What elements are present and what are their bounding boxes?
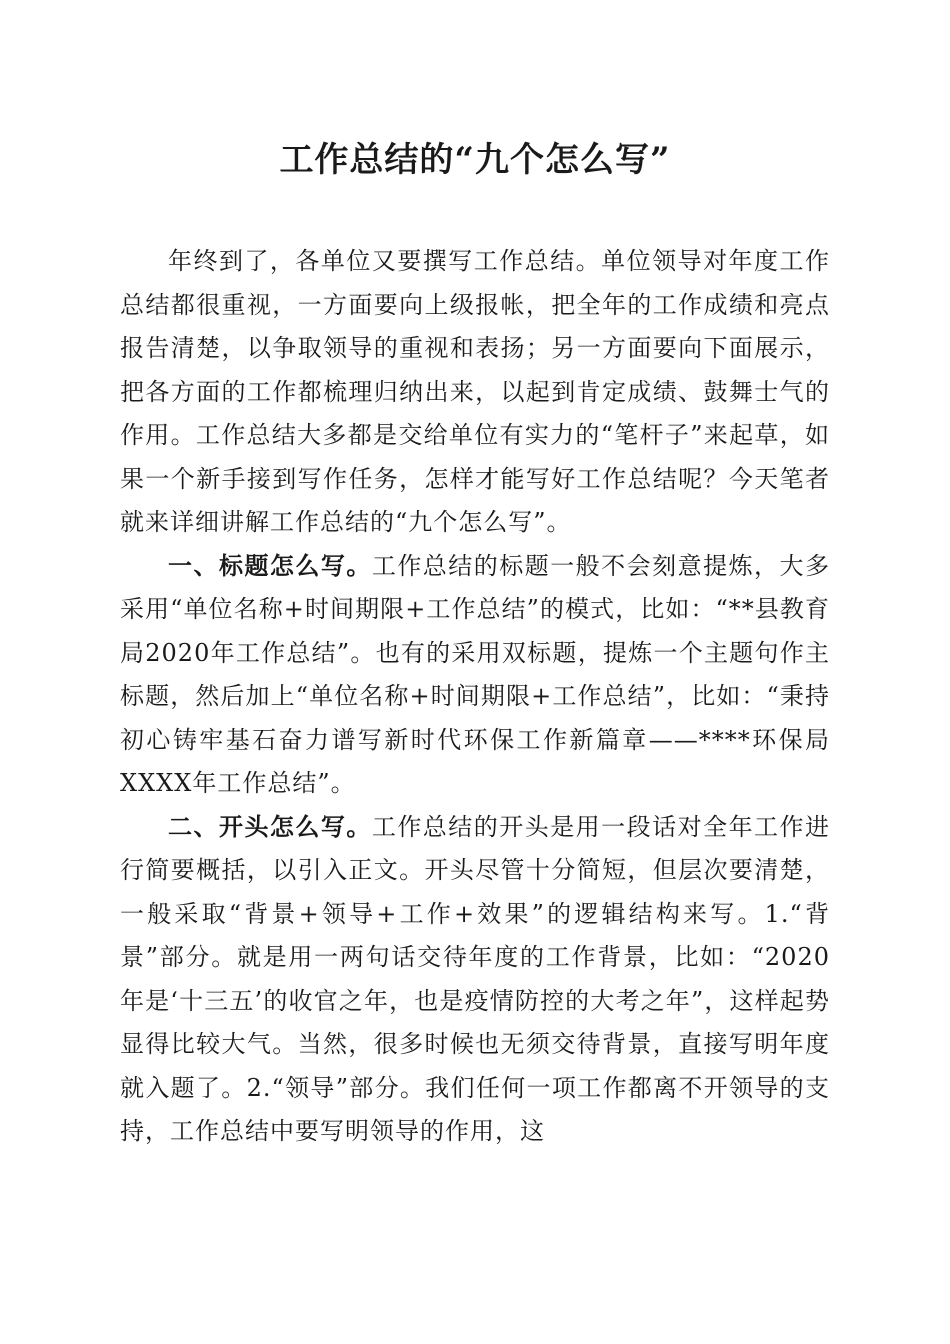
intro-paragraph: 年终到了，各单位又要撰写工作总结。单位领导对年度工作总结都很重视，一方面要向上级报帐，把全年的工作成绩和亮点报告清楚，以争取领导的重视和表扬；另一方面要向下面展示，把各方面的工作都梳理归纳出来，以起到肯定成绩、鼓舞士气的作用。工作总结大多都是交给单位有实力的“笔杆子”来起草，如果一个新手接到写作任务，怎样才能写好工作总结呢？今天笔者就来详细讲解工作总结的“九个怎么写”。: [120, 247, 830, 536]
section-heading: 一、标题怎么写。: [168, 551, 372, 580]
section-body: 工作总结的标题一般不会刻意提炼，大多采用“单位名称+时间期限+工作总结”的模式，比如：“**县教育局2020年工作总结”。也有的采用双标题，提炼一个主题句作主标题，然后加上“单位名称+时间期限+工作总结”，比如：“秉持初心铸牢基石奋力谱写新时代环保工作新篇章——****环保局XXXX年工作总结”。: [120, 551, 831, 797]
section-paragraph-title: [120, 545, 830, 806]
section-paragraph-opening: [120, 806, 830, 1154]
section-heading: 二、开头怎么写。: [168, 812, 372, 841]
section-body: 工作总结的开头是用一段话对全年工作进行简要概括，以引入正文。开头尽管十分简短，但层次要清楚，一般采取“背景+领导+工作+效果”的逻辑结构来写。1.“背景”部分。就是用一两句话交待年度的工作背景，比如：“2020年是‘十三五’的收官之年，也是疫情防控的大考之年”，这样起势显得比较大气。当然，很多时候也无须交待背景，直接写明年度就入题了。2.“领导”部分。我们任何一项工作都离不开领导的支持，工作总结中要写明领导的作用，这: [120, 812, 831, 1145]
document-title: 工作总结的“九个怎么写”: [279, 140, 671, 180]
document-page: [120, 130, 830, 1154]
